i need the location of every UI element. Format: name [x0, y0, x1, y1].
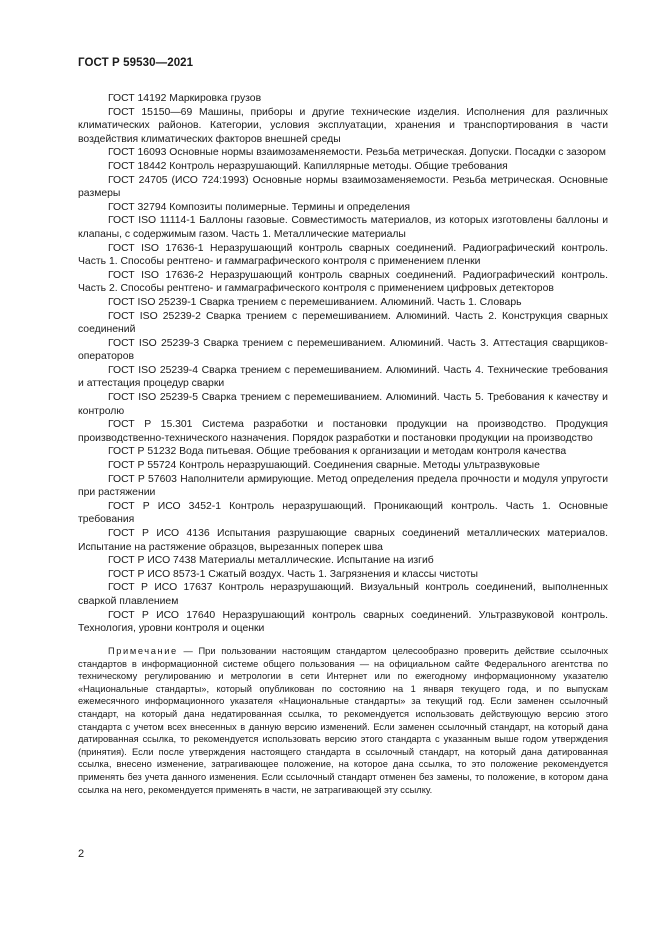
- reference-item: ГОСТ 32794 Композиты полимерные. Термины и определения: [108, 201, 411, 213]
- reference-item: ГОСТ ISO 25239-3 Сварка трением с перемешиванием. Алюминий. Часть 3. Аттестация сварщиков-операторов: [78, 337, 608, 363]
- normative-references-list: [78, 92, 608, 636]
- reference-item: ГОСТ ISO 25239-1 Сварка трением с перемешиванием. Алюминий. Часть 1. Словарь: [108, 296, 522, 308]
- reference-item: ГОСТ Р ИСО 17640 Неразрушающий контроль сварных соединений. Ультразвуковой контроль. Технология, уровни контроля и оценки: [78, 609, 608, 635]
- reference-item: ГОСТ 24705 (ИСО 724:1993) Основные нормы взаимозаменяемости. Резьба метрическая. Основные размеры: [78, 174, 608, 200]
- reference-item: ГОСТ Р 55724 Контроль неразрушающий. Соединения сварные. Методы ультразвуковые: [108, 460, 540, 472]
- reference-item: ГОСТ Р ИСО 4136 Испытания разрушающие сварных соединений металлических материалов. Испытание на растяжение образцов, вырезанных поперек шва: [78, 528, 608, 553]
- reference-item: ГОСТ Р 15.301 Система разработки и постановки продукции на производство. Продукция производственно-технического назначения. Порядок разработки и постановки продукции на производство: [78, 419, 608, 444]
- reference-item: ГОСТ Р ИСО 3452-1 Контроль неразрушающий. Проникающий контроль. Часть 1. Основные требования: [78, 500, 608, 526]
- page-number: 2: [78, 848, 85, 860]
- reference-item: ГОСТ 14192 Маркировка грузов: [108, 93, 262, 104]
- reference-item: ГОСТ Р 57603 Наполнители армирующие. Метод определения предела прочности и модуля упругости при растяжении: [78, 473, 608, 499]
- note-label: Примечание: [108, 646, 178, 656]
- reference-item: ГОСТ Р ИСО 8573-1 Сжатый воздух. Часть 1. Загрязнения и классы чистоты: [108, 568, 479, 580]
- reference-item: ГОСТ ISO 17636-2 Неразрушающий контроль сварных соединений. Радиографический контроль. Часть 2. Способы рентгено- и гаммаграфического контроля с применением цифровых детекторов: [78, 269, 608, 295]
- note-block: [78, 645, 608, 796]
- reference-item: ГОСТ ISO 17636-1 Неразрушающий контроль сварных соединений. Радиографический контроль. Часть 1. Способы рентгено- и гаммаграфического контроля с применением пленки: [78, 242, 608, 268]
- reference-item: ГОСТ Р 51232 Вода питьевая. Общие требования к организации и методам контроля качества: [108, 446, 567, 458]
- note-paragraph: [78, 645, 608, 796]
- reference-item: ГОСТ 15150—69 Машины, приборы и другие технические изделия. Исполнения для различных климатических районов. Категории, условия эксплуатации, хранения и транспортирования в части воздействия климатических факторов внешней среды: [78, 106, 608, 145]
- reference-item: ГОСТ ISO 25239-2 Сварка трением с перемешиванием. Алюминий. Часть 2. Конструкция сварных соединений: [78, 310, 608, 336]
- reference-item: ГОСТ ISO 25239-5 Сварка трением с перемешиванием. Алюминий. Часть 5. Требования к качеству и контролю: [78, 392, 608, 417]
- reference-item: ГОСТ ISO 25239-4 Сварка трением с перемешиванием. Алюминий. Часть 4. Технические требования и аттестация процедур сварки: [78, 364, 608, 390]
- page-header-standard-number: ГОСТ Р 59530—2021: [78, 57, 194, 69]
- reference-item: ГОСТ 18442 Контроль неразрушающий. Капиллярные методы. Общие требования: [108, 160, 508, 172]
- reference-item: ГОСТ ISO 11114-1 Баллоны газовые. Совместимость материалов, из которых изготовлены баллоны и клапаны, с содержимым газом. Часть 1. Металлические материалы: [78, 215, 608, 240]
- reference-item: ГОСТ 16093 Основные нормы взаимозаменяемости. Резьба метрическая. Допуски. Посадки с зазором: [108, 147, 606, 159]
- reference-item: ГОСТ Р ИСО 7438 Материалы металлические. Испытание на изгиб: [108, 555, 434, 567]
- note-text: — При пользовании настоящим стандартом целесообразно проверить действие ссылочных стандартов в информационной системе общего пользования — на официальном сайте Федерального агентства по техническому регулированию и метрологии в сети Интернет или по ежегодному информационному указателю «Национальные стандарты», который опубликован по состоянию на 1 января текущего года, и по выпускам ежемесячного информационного указателя «Национальные стандарты» за текущий год. Если заменен ссылочный стандарт, на который дана недатированная ссылка, то рекомендуется использовать действующую версию этого стандарта с учетом всех внесенных в данную версию изменений. Если заменен ссылочный стандарт, на который дана датированная ссылка, то рекомендуется использовать версию этого стандарта с указанным выше годом утверждения (принятия). Если после утверждения настоящего стандарта в ссылочный стандарт, на который дана датированная ссылка, внесено изменение, затрагивающее положение, на которое дана ссылка, то это положение рекомендуется применять без учета данного изменения. Если ссылочный стандарт отменен без замены, то положение, в котором дана ссылка на него, рекомендуется применять в части, не затрагивающей эту ссылку.: [78, 646, 608, 795]
- reference-item: ГОСТ Р ИСО 17637 Контроль неразрушающий. Визуальный контроль соединений, выполненных сваркой плавлением: [78, 582, 608, 607]
